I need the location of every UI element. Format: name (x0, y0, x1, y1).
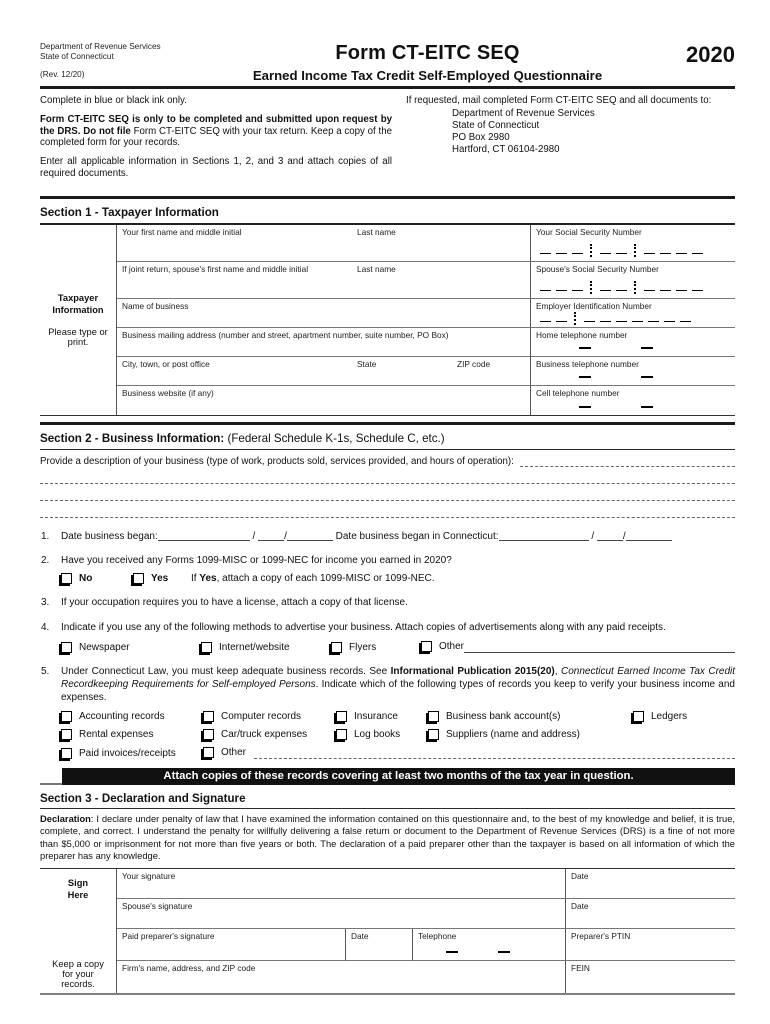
revision-date: (Rev. 12/20) (40, 69, 85, 79)
records-row-3: Paid invoices/receipts Other (61, 747, 735, 759)
ssn-blanks (537, 244, 705, 257)
last-name-label: Last name (357, 226, 396, 237)
section1-heading: Section 1 - Taxpayer Information (40, 205, 219, 219)
flyers-checkbox[interactable] (331, 642, 342, 653)
declaration-text: Declaration: I declare under penalty of law that I have examined the information contained on this questionnaire and, to the best of my knowledge and belief, it is true, complete, and correct. I understand the penalty for willfully delivering a false return or document to the Department of Revenue Services (DRS) is a fine of not more than $5,000 or imprisonment for not more than five years or both. The declaration of a paid preparer other than the taxpayer is based on all information of which the preparer has any knowledge. (40, 813, 735, 862)
city-field[interactable]: City, town, or post office State ZIP code (117, 357, 530, 386)
rental-expenses-checkbox[interactable] (61, 729, 72, 740)
preparer-date-field[interactable]: Date (345, 929, 412, 961)
instruction-ink: Complete in blue or black ink only. (40, 95, 187, 106)
first-name-field[interactable]: Your first name and middle initial Last name (117, 225, 530, 262)
agency-block (40, 42, 215, 80)
sign-here-label: Sign Here Keep a copy for your records. (40, 869, 117, 993)
state-label: State (357, 358, 377, 369)
date-began-year-field[interactable] (287, 530, 333, 541)
other-records-field[interactable] (254, 747, 735, 759)
question-2: 2. Have you received any Forms 1099-MISC or 1099-NEC for income you earned in 2020? (41, 554, 452, 566)
insurance-checkbox[interactable] (336, 711, 347, 722)
keep-copy-note: Keep a copy for your records. (52, 958, 104, 989)
home-phone-field[interactable]: Home telephone number (530, 328, 735, 357)
log-books-checkbox[interactable] (336, 729, 347, 740)
date-began-day-field[interactable] (258, 530, 284, 541)
records-row-1: Accounting records Computer records Insurance Business bank account(s) Ledgers (61, 711, 735, 722)
option-yes: Yes (133, 573, 191, 584)
mail-intro: If requested, mail completed Form CT-EITC SEQ and all documents to: (406, 95, 712, 106)
option-other-advertise: Other (421, 641, 735, 653)
business-description-label: Provide a description of your business (type of work, products sold, services provided, and hours of operation): (40, 455, 514, 467)
agency-line1: Department of Revenue Services (40, 42, 161, 51)
your-signature-field[interactable]: Your signature (117, 869, 565, 899)
business-description-row (40, 455, 735, 467)
internet-checkbox[interactable] (201, 642, 212, 653)
paid-invoices-checkbox[interactable] (61, 748, 72, 759)
spouse-ssn-blanks (537, 281, 705, 294)
records-banner-row (40, 768, 735, 785)
mailing-address: Department of Revenue Services State of Connecticut PO Box 2980 Hartford, CT 06104-2980 (452, 107, 595, 156)
section3-heading-rule (40, 808, 735, 809)
section3-heading: Section 3 - Declaration and Signature (40, 791, 246, 805)
firm-name-field[interactable]: Firm's name, address, and ZIP code (122, 962, 256, 973)
instructions-right (406, 95, 735, 187)
date-began-ct-day-field[interactable] (597, 530, 623, 541)
banner-left-stub (40, 768, 62, 785)
mailing-address-field[interactable]: Business mailing address (number and street, apartment number, suite number, PO Box) (117, 328, 530, 357)
section2-heading-rule (40, 449, 735, 450)
business-description-line-1[interactable] (40, 467, 735, 484)
business-description-field[interactable] (520, 455, 735, 467)
ssn-field[interactable]: Your Social Security Number (530, 225, 735, 262)
question-2-options (61, 573, 735, 584)
question-5: 5. Under Connecticut Law, you must keep adequate business records. See Informational Publication 2015(20), Connecticut Earned Income Tax Credit Recordkeeping Requirements for Self-employed Persons. Indicate which of the following types of records you keep to verify your business income and expenses. (41, 665, 736, 703)
zip-label: ZIP code (457, 358, 491, 369)
section2-top-rule (40, 422, 735, 425)
option-internet: Internet/website (201, 642, 331, 653)
spouse-ssn-field[interactable]: Spouse's Social Security Number (530, 262, 735, 299)
ledgers-checkbox[interactable] (633, 711, 644, 722)
attach-records-banner: Attach copies of these records covering at least two months of the tax year in question. (62, 768, 735, 785)
yes-checkbox[interactable] (133, 573, 144, 584)
yes-note: If Yes, attach a copy of each 1099-MISC or 1099-NEC. (191, 572, 435, 584)
signature-date-field[interactable]: Date (565, 869, 735, 899)
header-rule (40, 86, 735, 89)
spouse-signature-field[interactable]: Spouse's signature (117, 899, 565, 929)
other-advertise-field[interactable] (464, 641, 735, 653)
question-4-options (61, 641, 735, 653)
other-records-checkbox[interactable] (203, 747, 214, 758)
date-began-ct-field[interactable] (499, 530, 589, 541)
question-3: 3. If your occupation requires you to have a license, attach a copy of that license. (41, 596, 408, 608)
suppliers-checkbox[interactable] (428, 729, 439, 740)
instruction-sections: Enter all applicable information in Sections 1, 2, and 3 and attach copies of all required documents. (40, 156, 392, 180)
car-truck-expenses-checkbox[interactable] (203, 729, 214, 740)
preparer-telephone-field[interactable]: Telephone (412, 929, 565, 961)
preparer-ptin-field[interactable]: Preparer's PTIN (565, 929, 735, 961)
section2-heading: Section 2 - Business Information: (Federal Schedule K-1s, Schedule C, etc.) (40, 431, 445, 445)
computer-records-checkbox[interactable] (203, 711, 214, 722)
ein-field[interactable]: Employer Identification Number (530, 299, 735, 328)
date-began-field[interactable] (158, 530, 250, 541)
option-no: No (61, 573, 133, 584)
website-field[interactable]: Business website (if any) (122, 387, 214, 398)
records-row-2: Rental expenses Car/truck expenses Log books Suppliers (name and address) (61, 729, 735, 740)
agency-line2: State of Connecticut (40, 52, 114, 62)
preparer-signature-field[interactable]: Paid preparer's signature (117, 929, 345, 961)
business-description-line-3[interactable] (40, 501, 735, 518)
spouse-last-name-label: Last name (357, 263, 396, 274)
instruction-do-not-file: Form CT-EITC SEQ is only to be completed and submitted upon request by the DRS. Do not file Form CT-EITC SEQ with your tax return. Keep a copy of the completed form for your records. (40, 113, 392, 149)
fein-field[interactable]: FEIN (565, 961, 735, 993)
newspaper-checkbox[interactable] (61, 642, 72, 653)
preparer-telephone-blanks (418, 945, 550, 955)
form-subtitle: Earned Income Tax Credit Self-Employed Questionnaire (252, 68, 603, 83)
question-4: 4. Indicate if you use any of the following methods to advertise your business. Attach copies of advertisements along with any paid receipts. (41, 621, 666, 633)
question-1: 1. Date business began: / / Date business began in Connecticut: / / (40, 530, 735, 543)
form-title: Form CT-EITC SEQ (335, 42, 520, 64)
home-phone-blanks (537, 341, 703, 351)
taxpayer-info-table (40, 223, 735, 416)
business-name-field[interactable]: Name of business (117, 299, 530, 328)
no-checkbox[interactable] (61, 573, 72, 584)
cell-phone-blanks (537, 400, 703, 410)
spouse-signature-date-field[interactable]: Date (565, 899, 735, 929)
cell-phone-field[interactable]: Cell telephone number (530, 386, 735, 415)
date-began-ct-year-field[interactable] (626, 530, 672, 541)
option-flyers: Flyers (331, 642, 421, 653)
taxpayer-side-label: Taxpayer Information Please type or print. (40, 225, 117, 415)
tax-year: 2020 (686, 42, 735, 67)
option-newspaper: Newspaper (61, 642, 201, 653)
signature-table (40, 868, 735, 995)
business-description-line-2[interactable] (40, 484, 735, 501)
form-header (40, 42, 735, 83)
ein-blanks (537, 312, 693, 325)
accounting-records-checkbox[interactable] (61, 711, 72, 722)
title-block (215, 42, 640, 83)
business-phone-field[interactable]: Business telephone number (530, 357, 735, 386)
business-phone-blanks (537, 370, 703, 380)
section1-top-rule (40, 196, 735, 199)
bank-accounts-checkbox[interactable] (428, 711, 439, 722)
spouse-name-field[interactable]: If joint return, spouse's first name and middle initial Last name (117, 262, 530, 299)
other-advertise-checkbox[interactable] (421, 641, 432, 652)
instructions (40, 95, 735, 187)
instructions-left (40, 95, 392, 187)
